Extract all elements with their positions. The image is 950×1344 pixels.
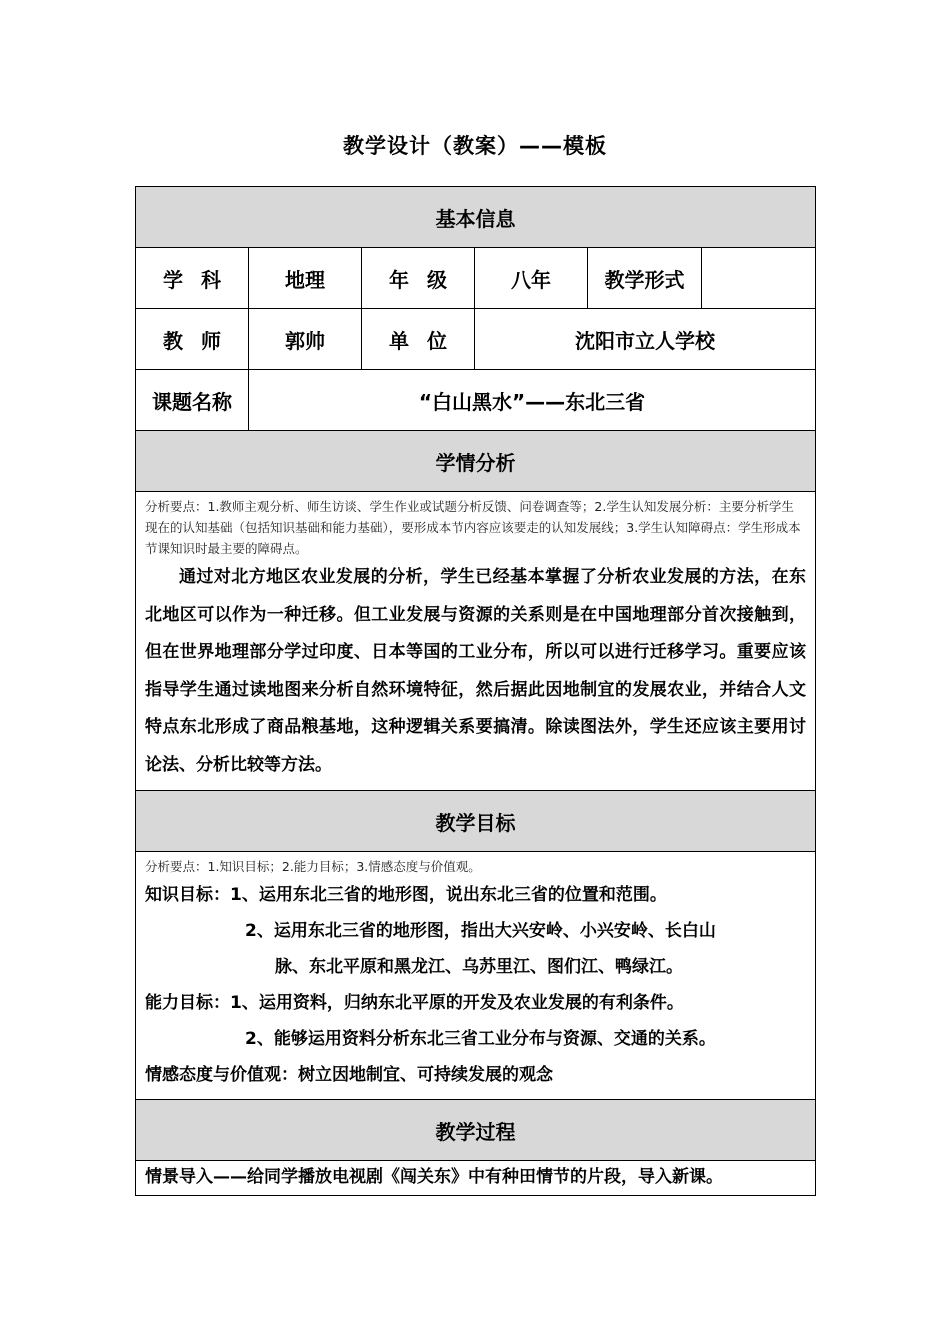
basic-info-header: 基本信息 <box>136 187 816 248</box>
process-intro: 情景导入——给同学播放电视剧《闯关东》中有种田情节的片段，导入新课。 <box>145 1167 723 1187</box>
teacher-value: 郭帅 <box>249 309 362 370</box>
goals-header-row <box>136 791 816 852</box>
goals-content <box>136 852 816 1100</box>
topic-label: 课题名称 <box>136 370 249 431</box>
goals-content-row <box>136 852 816 1100</box>
teacher-row <box>136 309 816 370</box>
topic-row <box>136 370 816 431</box>
analysis-header: 学情分析 <box>136 431 816 492</box>
knowledge-goal-1: 知识目标：1、运用东北三省的地形图，说出东北三省的位置和范围。 <box>145 885 667 905</box>
process-content <box>136 1161 816 1196</box>
lesson-plan-table <box>135 186 816 1196</box>
ability-goal-2: 2、能够运用资料分析东北三省工业分布与资源、交通的关系。 <box>245 1029 716 1049</box>
analysis-content-row <box>136 492 816 791</box>
grade-value: 八年 <box>475 248 588 309</box>
document-title: 教学设计（教案）——模板 <box>343 134 607 158</box>
process-header: 教学过程 <box>136 1100 816 1161</box>
knowledge-goal-2: 2、运用东北三省的地形图，指出大兴安岭、小兴安岭、长白山 <box>245 921 716 941</box>
topic-value: “白山黑水”——东北三省 <box>249 370 816 431</box>
analysis-hint: 分析要点：1.教师主观分析、师生访谈、学生作业或试题分析反馈、问卷调查等；2.学生认知发展分析：主要分析学生现在的认知基础（包括知识基础和能力基础），要形成本节内容应该要走的认知发展线；3.学生认知障碍点：学生形成本节课知识时最主要的障碍点。 <box>145 499 801 556</box>
unit-value: 沈阳市立人学校 <box>475 309 816 370</box>
unit-label: 单位 <box>362 309 475 370</box>
process-header-row <box>136 1100 816 1161</box>
basic-info-header-row <box>136 187 816 248</box>
analysis-header-row <box>136 431 816 492</box>
grade-label: 年级 <box>362 248 475 309</box>
subject-value: 地理 <box>249 248 362 309</box>
analysis-body: 通过对北方地区农业发展的分析，学生已经基本掌握了分析农业发展的方法，在东北地区可以作为一种迁移。但工业发展与资源的关系则是在中国地理部分首次接触到，但在世界地理部分学过印度、日本等国的工业分布，所以可以进行迁移学习。重要应该指导学生通过读地图来分析自然环境特征，然后据此因地制宜的发展农业，并结合人文特点东北形成了商品粮基地，这种逻辑关系要搞清。除读图法外，学生还应该主要用讨论法、分析比较等方法。 <box>145 567 806 775</box>
process-content-row <box>136 1161 816 1196</box>
subject-row <box>136 248 816 309</box>
knowledge-goal-2-continued: 脉、东北平原和黑龙江、乌苏里江、图们江、鸭绿江。 <box>275 957 683 977</box>
analysis-content <box>136 492 816 791</box>
subject-label: 学科 <box>136 248 249 309</box>
emotion-goal: 情感态度与价值观：树立因地制宜、可持续发展的观念 <box>145 1065 553 1085</box>
goals-hint: 分析要点：1.知识目标；2.能力目标；3.情感态度与价值观。 <box>145 859 481 874</box>
ability-goal-1: 能力目标：1、运用资料，归纳东北平原的开发及农业发展的有利条件。 <box>145 993 684 1013</box>
teaching-form-value <box>702 248 816 309</box>
teaching-form-label: 教学形式 <box>588 248 702 309</box>
teacher-label: 教师 <box>136 309 249 370</box>
goals-header: 教学目标 <box>136 791 816 852</box>
